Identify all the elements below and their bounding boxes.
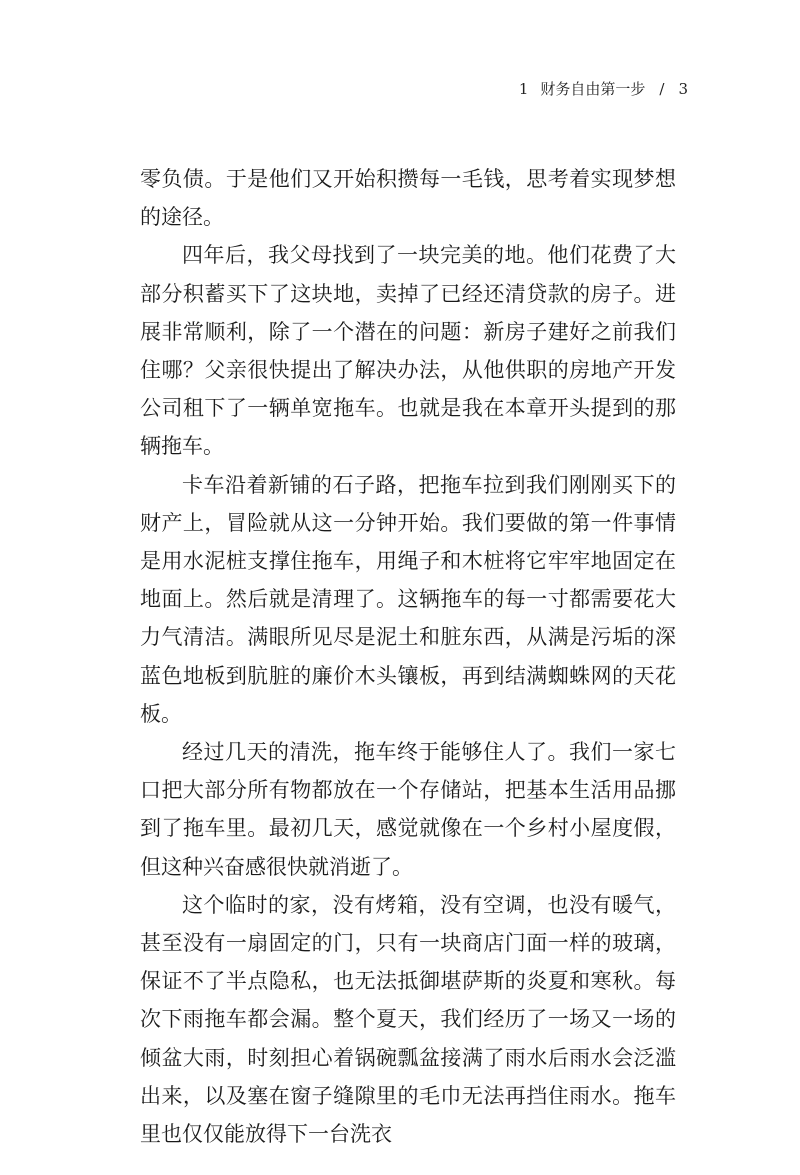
paragraph-continued: 零负债。于是他们又开始积攒每一毛钱，思考着实现梦想的途径。 xyxy=(140,167,676,230)
paragraph: 四年后，我父母找到了一块完美的地。他们花费了大部分积蓄买下了这块地，卖掉了已经还清贷款的房子。进展非常顺利，除了一个潜在的问题：新房子建好之前我们住哪？父亲很快提出了解决办法，从他供职的房地产开发公司租下了一辆单宽拖车。也就是我在本章开头提到的那辆拖车。 xyxy=(140,243,676,459)
chapter-title: 财务自由第一步 xyxy=(540,80,646,98)
chapter-number: 1 xyxy=(518,80,529,98)
body-text xyxy=(140,160,676,1153)
running-header xyxy=(519,78,688,99)
paragraph: 经过几天的清洗，拖车终于能够住人了。我们一家七口把大部分所有物都放在一个存储站，把基本生活用品挪到了拖车里。最初几天，感觉就像在一个乡村小屋度假，但这种兴奋感很快就消逝了。 xyxy=(140,740,676,879)
paragraph: 这个临时的家，没有烤箱，没有空调，也没有暖气，甚至没有一扇固定的门，只有一块商店门面一样的玻璃，保证不了半点隐私，也无法抵御堪萨斯的炎夏和寒秋。每次下雨拖车都会漏。整个夏天，我们经历了一场又一场的倾盆大雨，时刻担心着锅碗瓢盆接满了雨水后雨水会泛滥出来，以及塞在窗子缝隙里的毛巾无法再挡住雨水。拖车里也仅仅能放得下一台洗衣 xyxy=(140,892,676,1147)
header-separator: / xyxy=(659,80,665,98)
paragraph: 卡车沿着新铺的石子路，把拖车拉到我们刚刚买下的财产上，冒险就从这一分钟开始。我们要做的第一件事情是用水泥桩支撑住拖车，用绳子和木桩将它牢牢地固定在地面上。然后就是清理了。这辆拖车的每一寸都需要花大力气清洁。满眼所见尽是泥土和脏东西，从满是污垢的深蓝色地板到肮脏的廉价木头镶板，再到结满蜘蛛网的天花板。 xyxy=(140,472,676,726)
page-number: 3 xyxy=(678,80,688,98)
